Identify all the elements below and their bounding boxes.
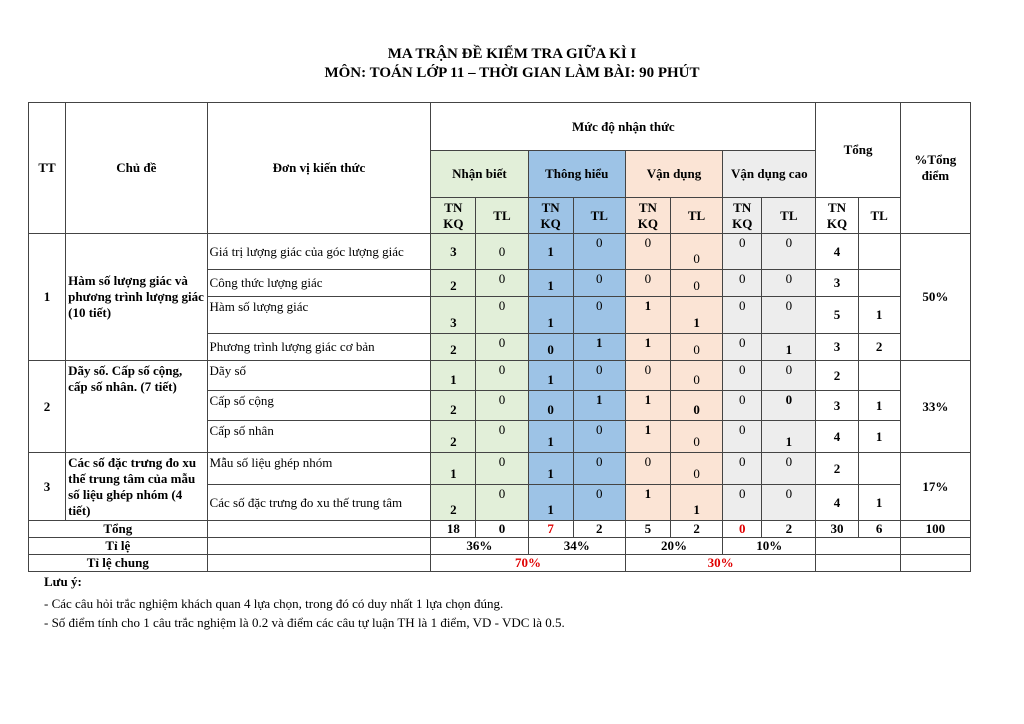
header-van-dung-cao: Vận dụng cao — [723, 151, 816, 198]
cell-value: 1 — [547, 243, 554, 259]
tong-tnkq: 4 — [816, 485, 858, 521]
cell-value: 0 — [596, 271, 603, 286]
header-tl: TL — [858, 198, 900, 234]
cell-value: 1 — [785, 342, 793, 357]
header-chu-de: Chủ đề — [66, 103, 207, 234]
cell-value: 0 — [596, 298, 603, 313]
cell-value: 0 — [693, 434, 700, 449]
topic-percent: 33% — [900, 361, 970, 453]
cell-value: 0 — [785, 271, 793, 286]
cell-value: 0 — [596, 486, 603, 501]
total-value: 18 — [431, 521, 476, 538]
cell-value: 1 — [644, 422, 652, 437]
header-thong-hieu: Thông hiểu — [528, 151, 625, 198]
tong-tl — [858, 361, 900, 391]
tong-tnkq: 5 — [816, 297, 858, 334]
tong-tl: 1 — [858, 421, 900, 453]
total-value: 2 — [573, 521, 625, 538]
unit-name: Công thức lượng giác — [207, 270, 431, 297]
unit-name: Giá trị lượng giác của góc lượng giác — [207, 234, 431, 270]
cell-value: 0 — [738, 271, 746, 286]
ti-le-row — [29, 538, 971, 555]
table-row — [29, 361, 971, 391]
ti-le-chung-label: Tỉ lệ chung — [29, 555, 208, 572]
tong-tnkq: 2 — [816, 453, 858, 485]
cell-value: 0 — [644, 235, 652, 250]
unit-name: Các số đặc trưng đo xu thế trung tâm — [207, 485, 431, 521]
cell-value: 0 — [738, 454, 746, 469]
table-row — [29, 453, 971, 485]
page-subtitle: MÔN: TOÁN LỚP 11 – THỜI GIAN LÀM BÀI: 90 PHÚT — [324, 65, 700, 81]
cell-value: 0 — [498, 335, 506, 350]
page-title: MA TRẬN ĐỀ KIỂM TRA GIỮA KÌ I — [387, 46, 637, 62]
note-line: - Các câu hỏi trắc nghiệm khách quan 4 lựa chọn, trong đó có duy nhất 1 lựa chọn đúng. — [44, 596, 504, 611]
cell-value: 2 — [450, 434, 457, 449]
total-value: 7 — [528, 521, 573, 538]
total-value: 0 — [723, 521, 762, 538]
cell-value: 0 — [693, 466, 700, 481]
cell-value: 0 — [738, 392, 746, 407]
total-tnkq: 30 — [816, 521, 858, 538]
cell-value: 0 — [693, 372, 700, 387]
cell-value: 0 — [785, 486, 793, 501]
header-don-vi: Đơn vị kiến thức — [207, 103, 431, 234]
tong-tl: 2 — [858, 334, 900, 361]
cell-value: 0 — [738, 298, 746, 313]
total-tl: 6 — [858, 521, 900, 538]
cell-value: 1 — [644, 335, 652, 350]
unit-name: Mẫu số liệu ghép nhóm — [207, 453, 431, 485]
ti-le-chung-row — [29, 555, 971, 572]
cell-value: 0 — [738, 335, 746, 350]
header-tl: TL — [670, 198, 722, 234]
cell-value: 0 — [693, 402, 700, 417]
header-tong: Tổng — [816, 103, 900, 198]
cell-value: 1 — [693, 502, 700, 517]
cell-value: 0 — [738, 486, 746, 501]
cell-value: 0 — [785, 298, 793, 313]
cell-value: 0 — [498, 298, 506, 313]
cell-value: 2 — [450, 342, 457, 357]
unit-name: Dãy số — [207, 361, 431, 391]
cell-value: 0 — [693, 342, 700, 357]
notes-heading: Lưu ý: — [44, 574, 82, 589]
cell-value: 3 — [450, 315, 457, 330]
exam-matrix-table — [28, 102, 971, 572]
cell-value: 0 — [693, 278, 700, 293]
cell-value: 1 — [547, 502, 554, 517]
ti-le-van-dung-cao: 10% — [723, 538, 816, 555]
topic-name: Hàm số lượng giác và phương trình lượng giác (10 tiết) — [66, 234, 207, 361]
tong-tnkq: 3 — [816, 270, 858, 297]
tong-tl: 1 — [858, 297, 900, 334]
cell-value: 1 — [547, 315, 554, 330]
header-tnkq: TN KQ — [528, 198, 573, 234]
cell-value: 1 — [644, 486, 652, 501]
cell-value: 0 — [693, 251, 700, 266]
tong-tl — [858, 270, 900, 297]
cell-value: 1 — [547, 372, 554, 387]
cell-value: 1 — [547, 466, 554, 481]
cell-value: 0 — [785, 235, 793, 250]
topic-name: Dãy số. Cấp số cộng, cấp số nhân. (7 tiết) — [66, 361, 207, 453]
cell-value: 1 — [547, 278, 554, 293]
tong-tnkq: 3 — [816, 334, 858, 361]
cell-value: 0 — [785, 392, 793, 407]
cell-value: 0 — [596, 235, 603, 250]
cell-value: 1 — [450, 466, 457, 481]
topic-percent: 50% — [900, 234, 970, 361]
cell-value: 0 — [498, 243, 506, 259]
cell-value: 0 — [738, 362, 746, 377]
table-row — [29, 234, 971, 270]
ti-le-chung-b: 30% — [625, 555, 816, 572]
cell-value: 1 — [785, 434, 793, 449]
ti-le-chung-a: 70% — [431, 555, 626, 572]
ti-le-thong-hieu: 34% — [528, 538, 625, 555]
cell-value: 0 — [547, 342, 554, 357]
ti-le-label: Tỉ lệ — [29, 538, 208, 555]
cell-value: 1 — [596, 392, 603, 407]
cell-value: 1 — [644, 392, 652, 407]
cell-value: 0 — [596, 362, 603, 377]
topic-percent: 17% — [900, 453, 970, 521]
ti-le-nhan-biet: 36% — [431, 538, 528, 555]
cell-value: 0 — [785, 362, 793, 377]
topic-number: 1 — [29, 234, 66, 361]
header-tnkq: TN KQ — [816, 198, 858, 234]
note-line: - Số điểm tính cho 1 câu trắc nghiệm là 0.2 và điểm các câu tự luận TH là 1 điểm, VD - VDC là 0.5. — [44, 615, 565, 630]
header-tnkq: TN KQ — [625, 198, 670, 234]
cell-value: 0 — [644, 271, 652, 286]
header-tl: TL — [573, 198, 625, 234]
cell-value: 1 — [693, 315, 700, 330]
cell-value: 0 — [738, 422, 746, 437]
tong-tl: 1 — [858, 485, 900, 521]
cell-value: 0 — [596, 422, 603, 437]
header-tl: TL — [762, 198, 816, 234]
cell-value: 0 — [498, 362, 506, 377]
header-muc-do: Mức độ nhận thức — [431, 103, 816, 151]
header-tl: TL — [476, 198, 528, 234]
cell-value: 0 — [498, 392, 506, 407]
header-tnkq: TN KQ — [431, 198, 476, 234]
header-pct-tong: %Tổng điểm — [900, 103, 970, 234]
unit-name: Cấp số nhân — [207, 421, 431, 453]
total-pct: 100 — [900, 521, 970, 538]
tong-tl — [858, 453, 900, 485]
cell-value: 0 — [644, 362, 652, 377]
totals-label: Tổng — [29, 521, 208, 538]
total-value: 2 — [670, 521, 722, 538]
cell-value: 0 — [547, 402, 554, 417]
cell-value: 0 — [785, 454, 793, 469]
unit-name: Hàm số lượng giác — [207, 297, 431, 334]
header-tt: TT — [29, 103, 66, 234]
header-tnkq: TN KQ — [723, 198, 762, 234]
tong-tnkq: 4 — [816, 421, 858, 453]
topic-name: Các số đặc trưng đo xu thế trung tâm của mẫu số liệu ghép nhóm (4 tiết) — [66, 453, 207, 521]
header-van-dung: Vận dụng — [625, 151, 722, 198]
ti-le-van-dung: 20% — [625, 538, 722, 555]
cell-value: 1 — [644, 298, 652, 313]
topic-number: 2 — [29, 361, 66, 453]
cell-value: 0 — [498, 486, 506, 501]
cell-value: 0 — [738, 235, 746, 250]
totals-row — [29, 521, 971, 538]
unit-name: Phương trình lượng giác cơ bản — [207, 334, 431, 361]
header-nhan-biet: Nhận biết — [431, 151, 528, 198]
cell-value: 2 — [450, 402, 457, 417]
cell-value: 1 — [450, 372, 457, 387]
cell-value: 2 — [450, 278, 457, 293]
total-value: 2 — [762, 521, 816, 538]
tong-tnkq: 2 — [816, 361, 858, 391]
cell-value: 3 — [450, 243, 457, 259]
topic-number: 3 — [29, 453, 66, 521]
tong-tnkq: 3 — [816, 391, 858, 421]
tong-tnkq: 4 — [816, 234, 858, 270]
cell-value: 0 — [498, 454, 506, 469]
cell-value: 0 — [498, 422, 506, 437]
total-value: 0 — [476, 521, 528, 538]
tong-tl: 1 — [858, 391, 900, 421]
cell-value: 0 — [498, 271, 506, 286]
unit-name: Cấp số cộng — [207, 391, 431, 421]
cell-value: 1 — [547, 434, 554, 449]
cell-value: 0 — [596, 454, 603, 469]
total-value: 5 — [625, 521, 670, 538]
cell-value: 1 — [596, 335, 603, 350]
tong-tl — [858, 234, 900, 270]
cell-value: 2 — [450, 502, 457, 517]
cell-value: 0 — [644, 454, 652, 469]
